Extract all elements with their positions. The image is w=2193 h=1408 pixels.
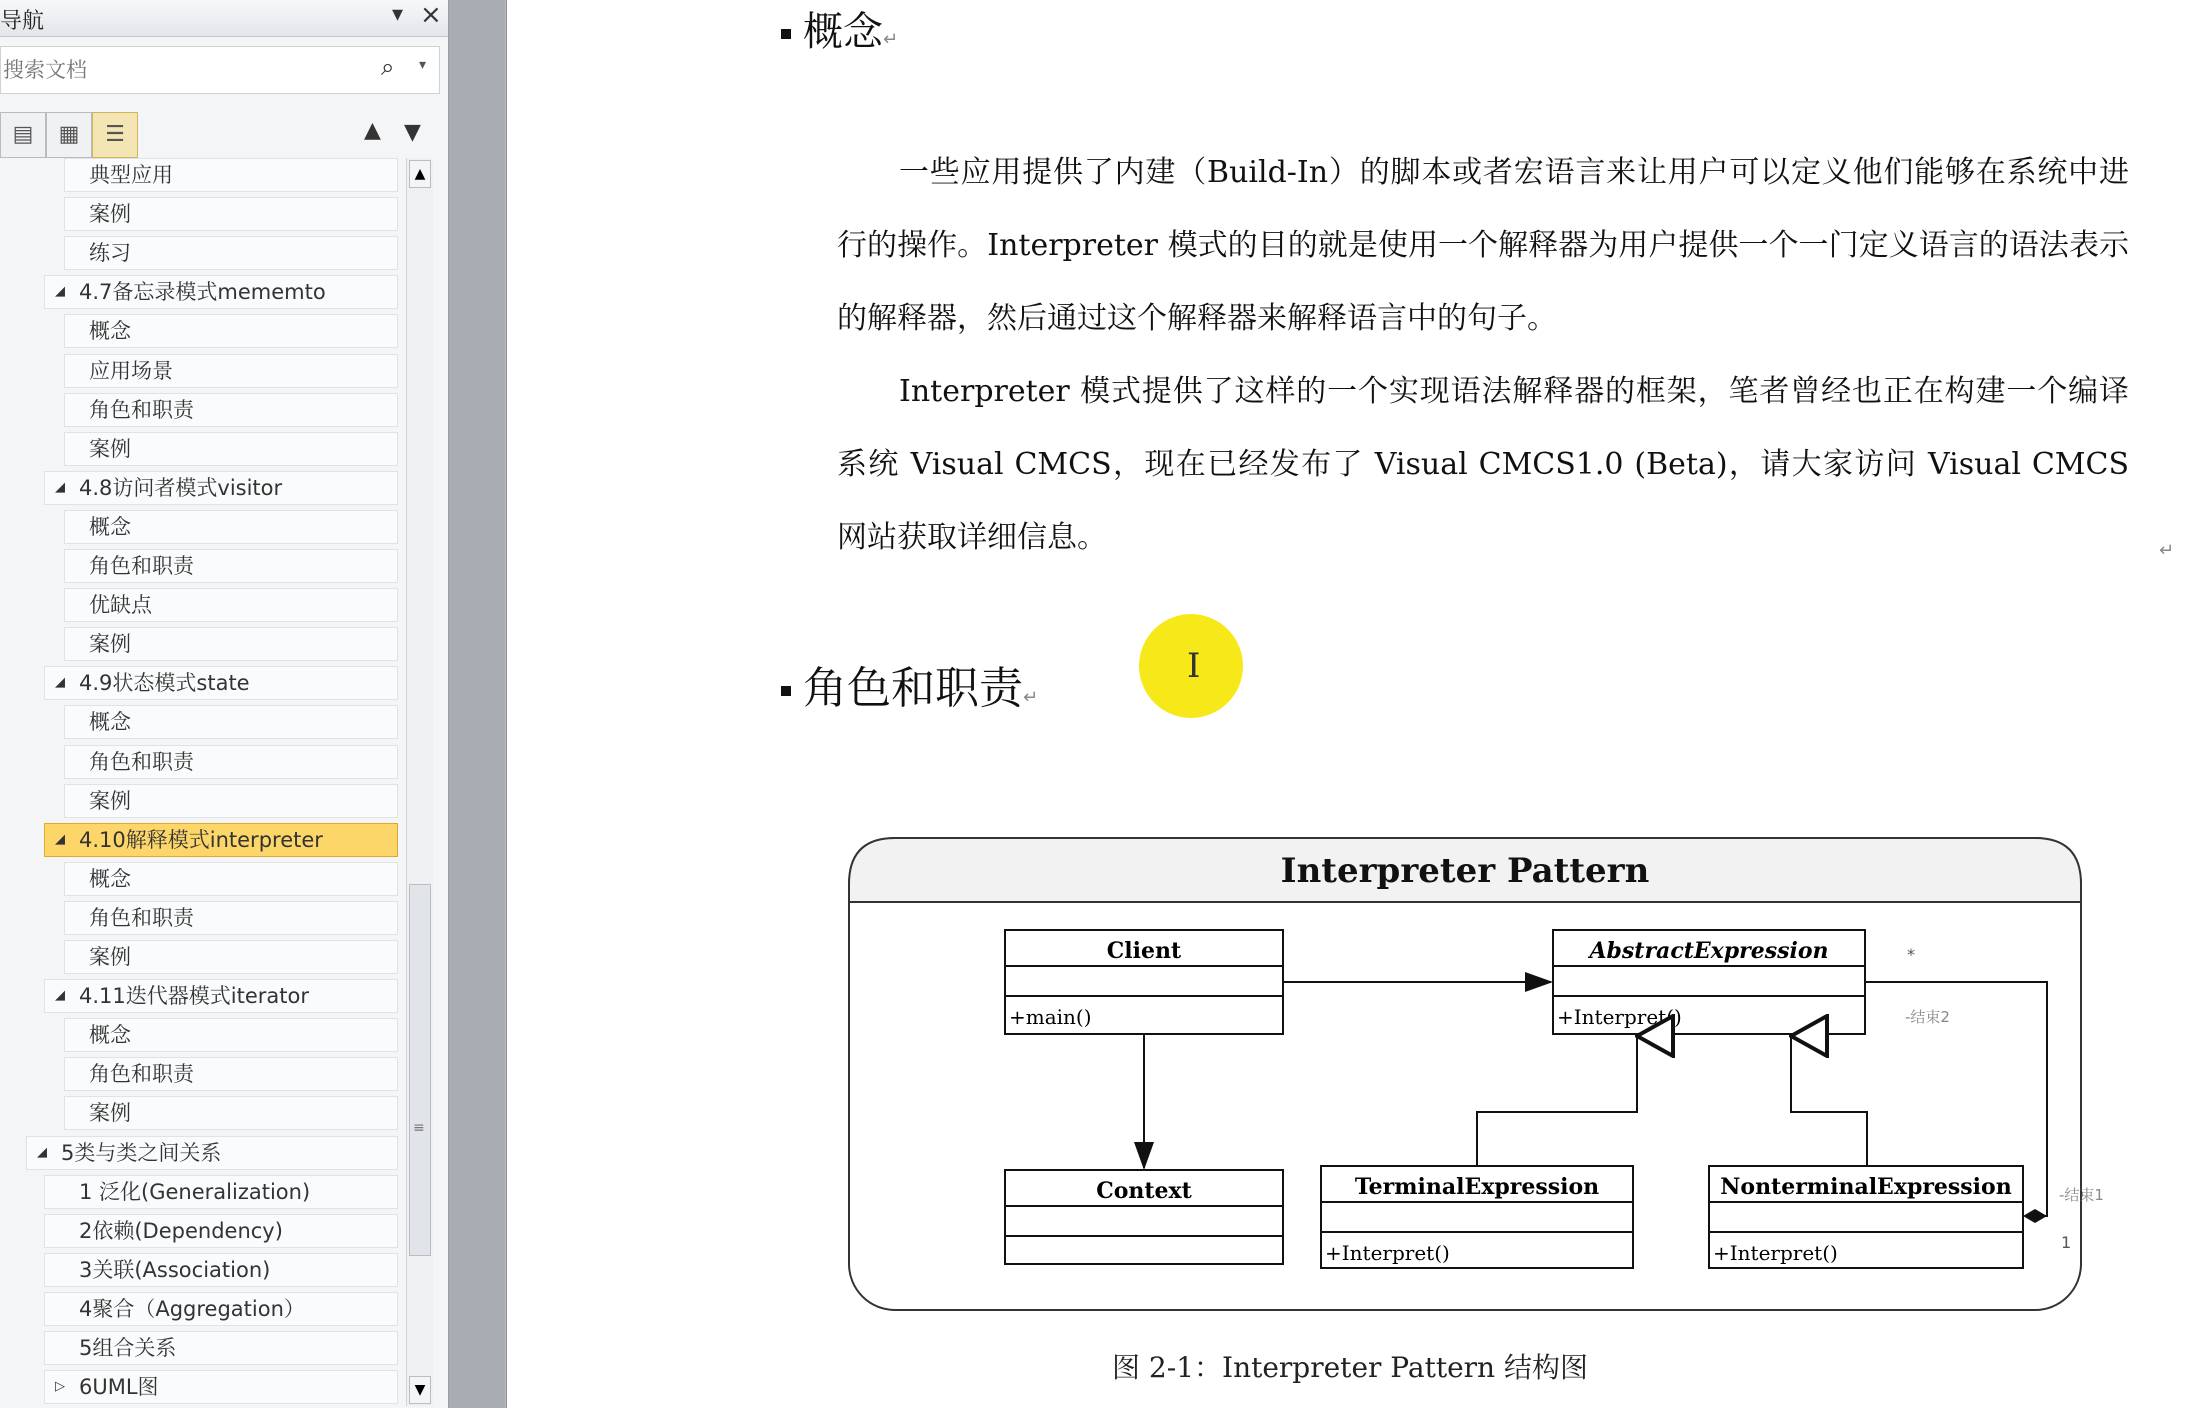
- nav-item-label: 角色和职责: [89, 905, 194, 930]
- nav-item-label: 概念: [89, 1023, 131, 1048]
- nav-item[interactable]: [44, 275, 398, 309]
- nav-item-label: 4.10解释模式interpreter: [79, 827, 323, 852]
- nav-item-label: 概念: [89, 866, 131, 891]
- nav-subitem[interactable]: [64, 549, 398, 583]
- nav-item-label: 1 泛化(Generalization): [79, 1179, 311, 1204]
- nav-subitem[interactable]: [64, 745, 398, 779]
- nav-item-label: 4.9状态模式state: [79, 671, 250, 696]
- paragraph-mark: ↵: [2159, 540, 2175, 561]
- nav-subitem[interactable]: [64, 393, 398, 427]
- figure-caption[interactable]: 图 2-1：Interpreter Pattern 结构图: [1112, 1351, 1588, 1384]
- chevron-down-icon[interactable]: ▾: [392, 2, 404, 27]
- nav-item-label: 角色和职责: [89, 749, 194, 774]
- search-input[interactable]: [1, 53, 375, 87]
- nav-item-label: 3关联(Association): [79, 1257, 271, 1282]
- nav-title-bar: [0, 0, 448, 37]
- nav-subitem[interactable]: [64, 1057, 398, 1091]
- pages-view-icon[interactable]: ▦: [46, 112, 92, 158]
- nav-title: 导航: [0, 9, 45, 34]
- nav-item[interactable]: [44, 1292, 398, 1326]
- heading-concept-text: 概念: [803, 9, 883, 55]
- nav-item[interactable]: [44, 666, 398, 700]
- nav-item[interactable]: [44, 1370, 398, 1404]
- bullet-icon: [781, 686, 791, 696]
- nav-subitem[interactable]: [64, 510, 398, 544]
- nav-item-label: 应用场景: [89, 358, 173, 383]
- client-name: Client: [1106, 938, 1182, 964]
- nav-subitem[interactable]: [64, 1018, 398, 1052]
- nav-item-label: 4.8访问者模式visitor: [79, 475, 283, 500]
- nav-item-label: 角色和职责: [89, 554, 194, 578]
- results-view-icon[interactable]: ☰: [92, 112, 138, 158]
- nav-subitem[interactable]: [64, 197, 398, 231]
- scroll-thumb[interactable]: [409, 884, 431, 1256]
- context-name: Context: [1096, 1178, 1192, 1204]
- collapsed-triangle-icon[interactable]: ▷: [55, 1379, 65, 1395]
- terminal-name: TerminalExpression: [1354, 1174, 1600, 1200]
- heading-roles-text: 角色和职责: [803, 663, 1023, 714]
- nav-item-label: 概念: [89, 710, 131, 735]
- nav-item-label: 2依赖(Dependency): [79, 1218, 283, 1243]
- nav-subitem[interactable]: [64, 705, 398, 739]
- class-context: [1005, 1170, 1283, 1264]
- heading-roles[interactable]: [781, 652, 1038, 716]
- expanded-triangle-icon[interactable]: ◢: [55, 831, 65, 847]
- navigation-pane: [0, 0, 449, 1408]
- nav-item[interactable]: [44, 1214, 398, 1248]
- nav-item-label: 案例: [89, 788, 131, 813]
- class-nonterminal-expression: [1709, 1166, 2023, 1268]
- expanded-triangle-icon[interactable]: ◢: [55, 284, 65, 300]
- nav-item[interactable]: [44, 471, 398, 505]
- body-text[interactable]: [837, 136, 2129, 574]
- scroll-down-icon[interactable]: ▼: [409, 1376, 431, 1404]
- mult-star: *: [1907, 945, 1915, 964]
- nav-item-label: 典型应用: [89, 163, 173, 187]
- nav-subitem[interactable]: [64, 158, 398, 192]
- expanded-triangle-icon[interactable]: ◢: [37, 1144, 47, 1160]
- tree-scrollbar[interactable]: [406, 158, 433, 1406]
- nav-item-label: 5组合关系: [79, 1336, 177, 1360]
- paragraph-2[interactable]: Interpreter 模式提供了这样的一个实现语法解释器的框架，笔者曾经也正在构建一个编译系统 Visual CMCS，现在已经发布了 Visual CMCS1.0 (Beta)，请大家访问 Visual CMCS 网站获取详细信息。: [837, 374, 2129, 555]
- close-icon[interactable]: ×: [420, 0, 442, 30]
- grip-icon: ≡: [413, 1120, 425, 1136]
- document-gutter: [449, 0, 505, 1408]
- nonterminal-name: NonterminalExpression: [1720, 1174, 2012, 1200]
- nav-item-label: 案例: [89, 202, 131, 227]
- terminal-method: +Interpret(): [1325, 1241, 1450, 1265]
- nav-subitem[interactable]: [64, 627, 398, 661]
- nav-subitem[interactable]: [64, 236, 398, 270]
- nav-subitem[interactable]: [64, 940, 398, 974]
- nav-item-label: 案例: [89, 436, 131, 461]
- scroll-up-icon[interactable]: ▲: [409, 160, 431, 188]
- nav-item-label: 4聚合（Aggregation）: [79, 1296, 305, 1321]
- nav-item-label: 4.7备忘录模式mememto: [79, 280, 326, 305]
- nav-view-tabs: [0, 110, 448, 160]
- nav-item-label: 概念: [89, 514, 131, 539]
- nav-item-label: 5类与类之间关系: [61, 1140, 222, 1165]
- nav-item[interactable]: [44, 979, 398, 1013]
- nav-item-label: 案例: [89, 632, 131, 657]
- nonterminal-method: +Interpret(): [1713, 1241, 1838, 1265]
- expanded-triangle-icon[interactable]: ◢: [55, 988, 65, 1004]
- next-heading-icon[interactable]: ▼: [404, 120, 421, 145]
- nav-item[interactable]: [44, 1331, 398, 1365]
- expanded-triangle-icon[interactable]: ◢: [55, 675, 65, 691]
- mult-one: 1: [2061, 1233, 2072, 1252]
- heading-tree: [0, 158, 400, 1408]
- client-method: +main(): [1009, 1005, 1092, 1029]
- document-page[interactable]: [506, 0, 2193, 1408]
- interpreter-pattern-diagram: [847, 836, 2104, 1312]
- class-client: [1005, 930, 1283, 1034]
- search-box: [0, 46, 440, 94]
- bullet-icon: [781, 29, 791, 39]
- nav-item-label: 6UML图: [79, 1375, 159, 1400]
- nav-item-label: 4.11迭代器模式iterator: [79, 984, 309, 1009]
- nav-subitem[interactable]: [64, 354, 398, 388]
- nav-subitem[interactable]: [64, 901, 398, 935]
- nav-item-label: 练习: [89, 241, 131, 266]
- expanded-triangle-icon[interactable]: ◢: [55, 479, 65, 495]
- nav-item-label: 角色和职责: [89, 397, 194, 422]
- label-end1: -结束1: [2059, 1186, 2104, 1204]
- nav-item[interactable]: [44, 823, 398, 857]
- diagram-title: Interpreter Pattern: [1280, 851, 1650, 891]
- nav-item-label: 案例: [89, 945, 131, 969]
- label-end2: -结束2: [1905, 1008, 1950, 1026]
- nav-item-label: 概念: [89, 319, 131, 344]
- nav-item[interactable]: [26, 1136, 398, 1170]
- chevron-down-icon[interactable]: ▾: [419, 57, 427, 73]
- nav-subitem[interactable]: [64, 862, 398, 896]
- class-terminal-expression: [1321, 1166, 1633, 1268]
- paragraph-1[interactable]: 一些应用提供了内建（Build-In）的脚本或者宏语言来让用户可以定义他们能够在系统中进行的操作。Interpreter 模式的目的就是使用一个解释器为用户提供一个一门定义语言的语法表示的解释器，然后通过这个解释器来解释语言中的句子。: [837, 155, 2129, 336]
- magnifier-icon[interactable]: ⌕: [381, 53, 395, 81]
- nav-subitem[interactable]: [64, 1096, 398, 1130]
- class-abstract-expression: [1553, 930, 1865, 1034]
- heading-concept[interactable]: [781, 0, 898, 57]
- nav-item-label: 案例: [89, 1101, 131, 1126]
- abstract-name: AbstractExpression: [1589, 938, 1829, 964]
- nav-item-label: 优缺点: [89, 593, 152, 618]
- headings-view-icon[interactable]: ▤: [0, 112, 46, 158]
- nav-subitem[interactable]: [64, 588, 398, 622]
- nav-subitem[interactable]: [64, 314, 398, 348]
- paragraph-mark: ↵: [883, 29, 899, 50]
- abstract-method: +Interpret(): [1557, 1005, 1682, 1029]
- text-cursor-icon: I: [1187, 646, 1201, 686]
- previous-heading-icon[interactable]: ▲: [364, 118, 381, 143]
- nav-subitem[interactable]: [64, 432, 398, 466]
- nav-item-label: 角色和职责: [89, 1062, 194, 1087]
- nav-item[interactable]: [44, 1253, 398, 1287]
- paragraph-mark: ↵: [1023, 687, 1039, 708]
- nav-item[interactable]: [44, 1175, 398, 1209]
- nav-subitem[interactable]: [64, 784, 398, 818]
